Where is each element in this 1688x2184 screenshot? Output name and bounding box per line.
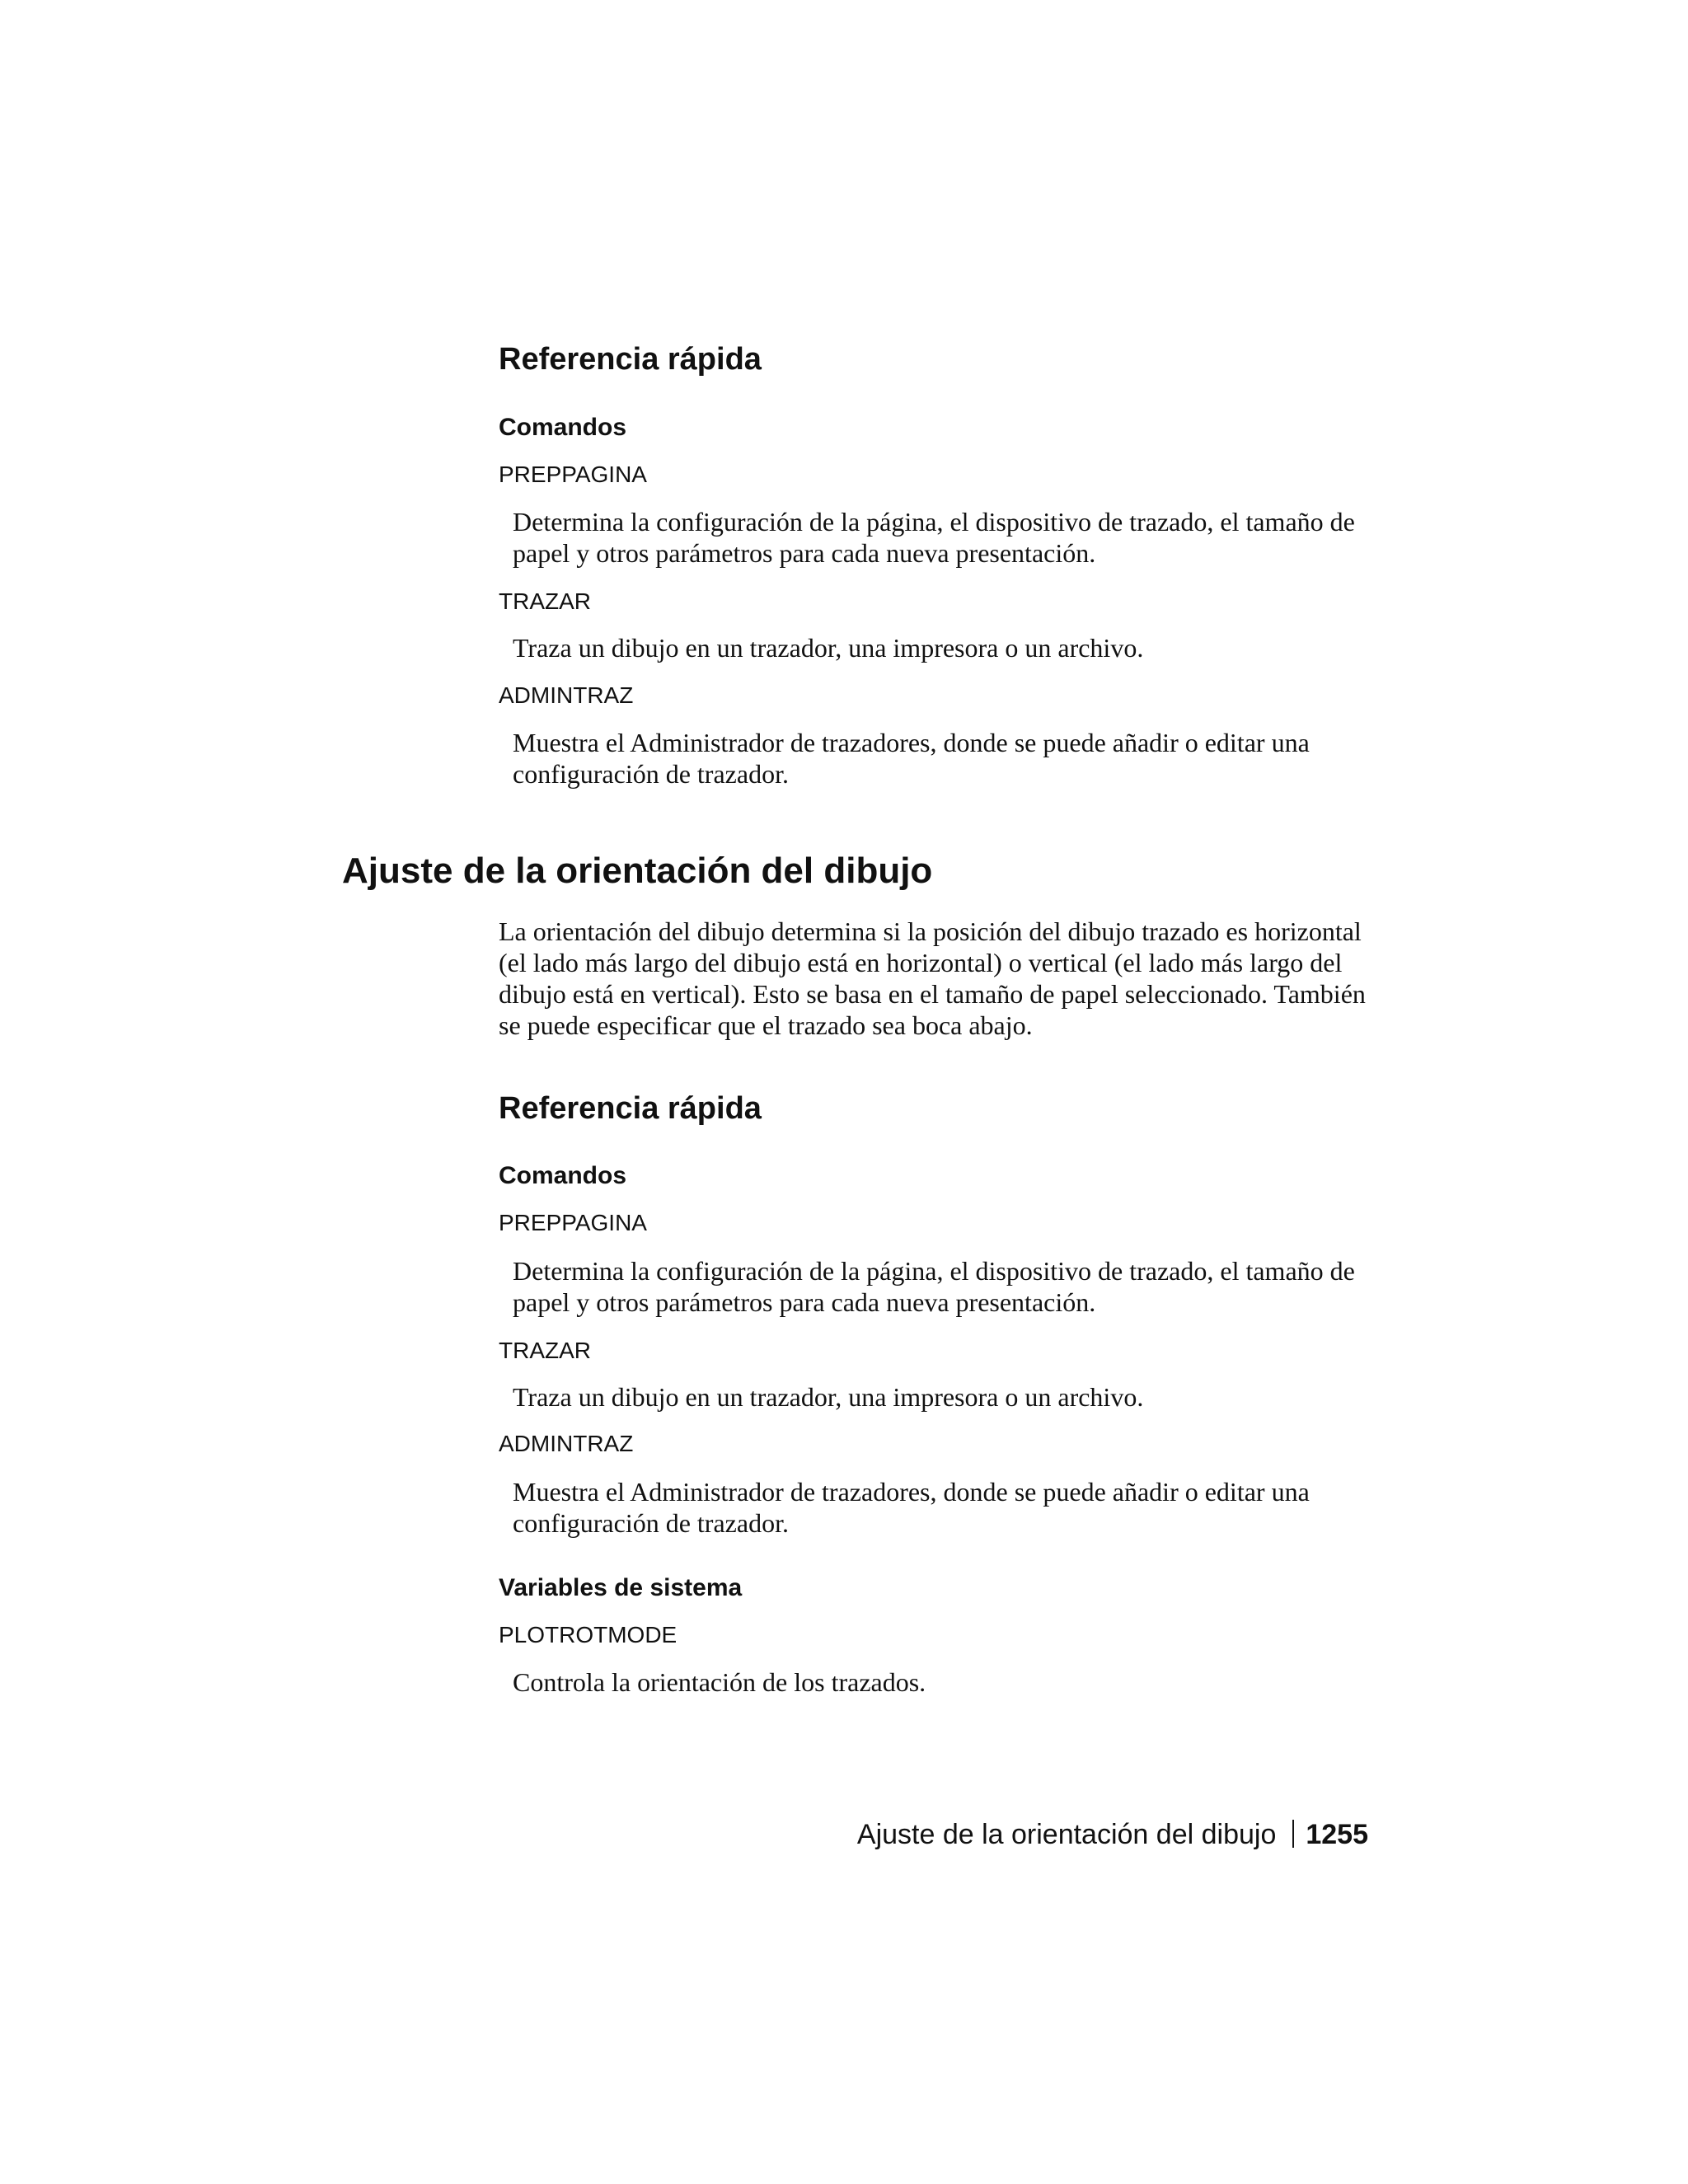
section-title: Ajuste de la orientación del dibujo xyxy=(342,851,933,891)
command-name: TRAZAR xyxy=(499,588,591,614)
commands-heading-1: Comandos xyxy=(499,414,627,441)
command-name: PREPPAGINA xyxy=(499,1210,647,1235)
command-description: Determina la configuración de la página, el dispositivo de trazado, el tamaño de papel y otros parámetros para cada nueva presentación. xyxy=(513,507,1355,568)
quick-reference-heading-2: Referencia rápida xyxy=(499,1091,762,1126)
sysvar-description: Controla la orientación de los trazados. xyxy=(513,1667,926,1697)
system-variables-heading: Variables de sistema xyxy=(499,1574,743,1601)
command-name: ADMINTRAZ xyxy=(499,1431,634,1456)
command-name: PREPPAGINA xyxy=(499,462,647,487)
section-body: La orientación del dibujo determina si la posición del dibujo trazado es horizontal (el lado más largo del dibujo está en horizontal) o vertical (el lado más largo del dibujo está en vertical). Esto se basa en el tamaño de papel seleccionado. También se puede especificar que el trazado sea boca abajo. xyxy=(499,916,1366,1040)
command-description: Traza un dibujo en un trazador, una impresora o un archivo. xyxy=(513,633,1144,663)
command-name: TRAZAR xyxy=(499,1338,591,1363)
page-footer xyxy=(857,1817,1368,1852)
command-description: Determina la configuración de la página, el dispositivo de trazado, el tamaño de papel y otros parámetros para cada nueva presentación. xyxy=(513,1256,1355,1317)
footer-separator xyxy=(1292,1820,1294,1848)
page-number: 1255 xyxy=(1306,1819,1368,1850)
commands-heading-2: Comandos xyxy=(499,1162,627,1189)
running-title: Ajuste de la orientación del dibujo xyxy=(856,1819,1277,1850)
command-description: Traza un dibujo en un trazador, una impresora o un archivo. xyxy=(513,1382,1144,1412)
command-description: Muestra el Administrador de trazadores, donde se puede añadir o editar una configuración de trazador. xyxy=(513,1477,1310,1538)
quick-reference-heading-1: Referencia rápida xyxy=(499,342,762,377)
sysvar-name: PLOTROTMODE xyxy=(499,1622,678,1647)
command-name: ADMINTRAZ xyxy=(499,682,634,708)
command-description: Muestra el Administrador de trazadores, donde se puede añadir o editar una configuración de trazador. xyxy=(513,728,1310,789)
